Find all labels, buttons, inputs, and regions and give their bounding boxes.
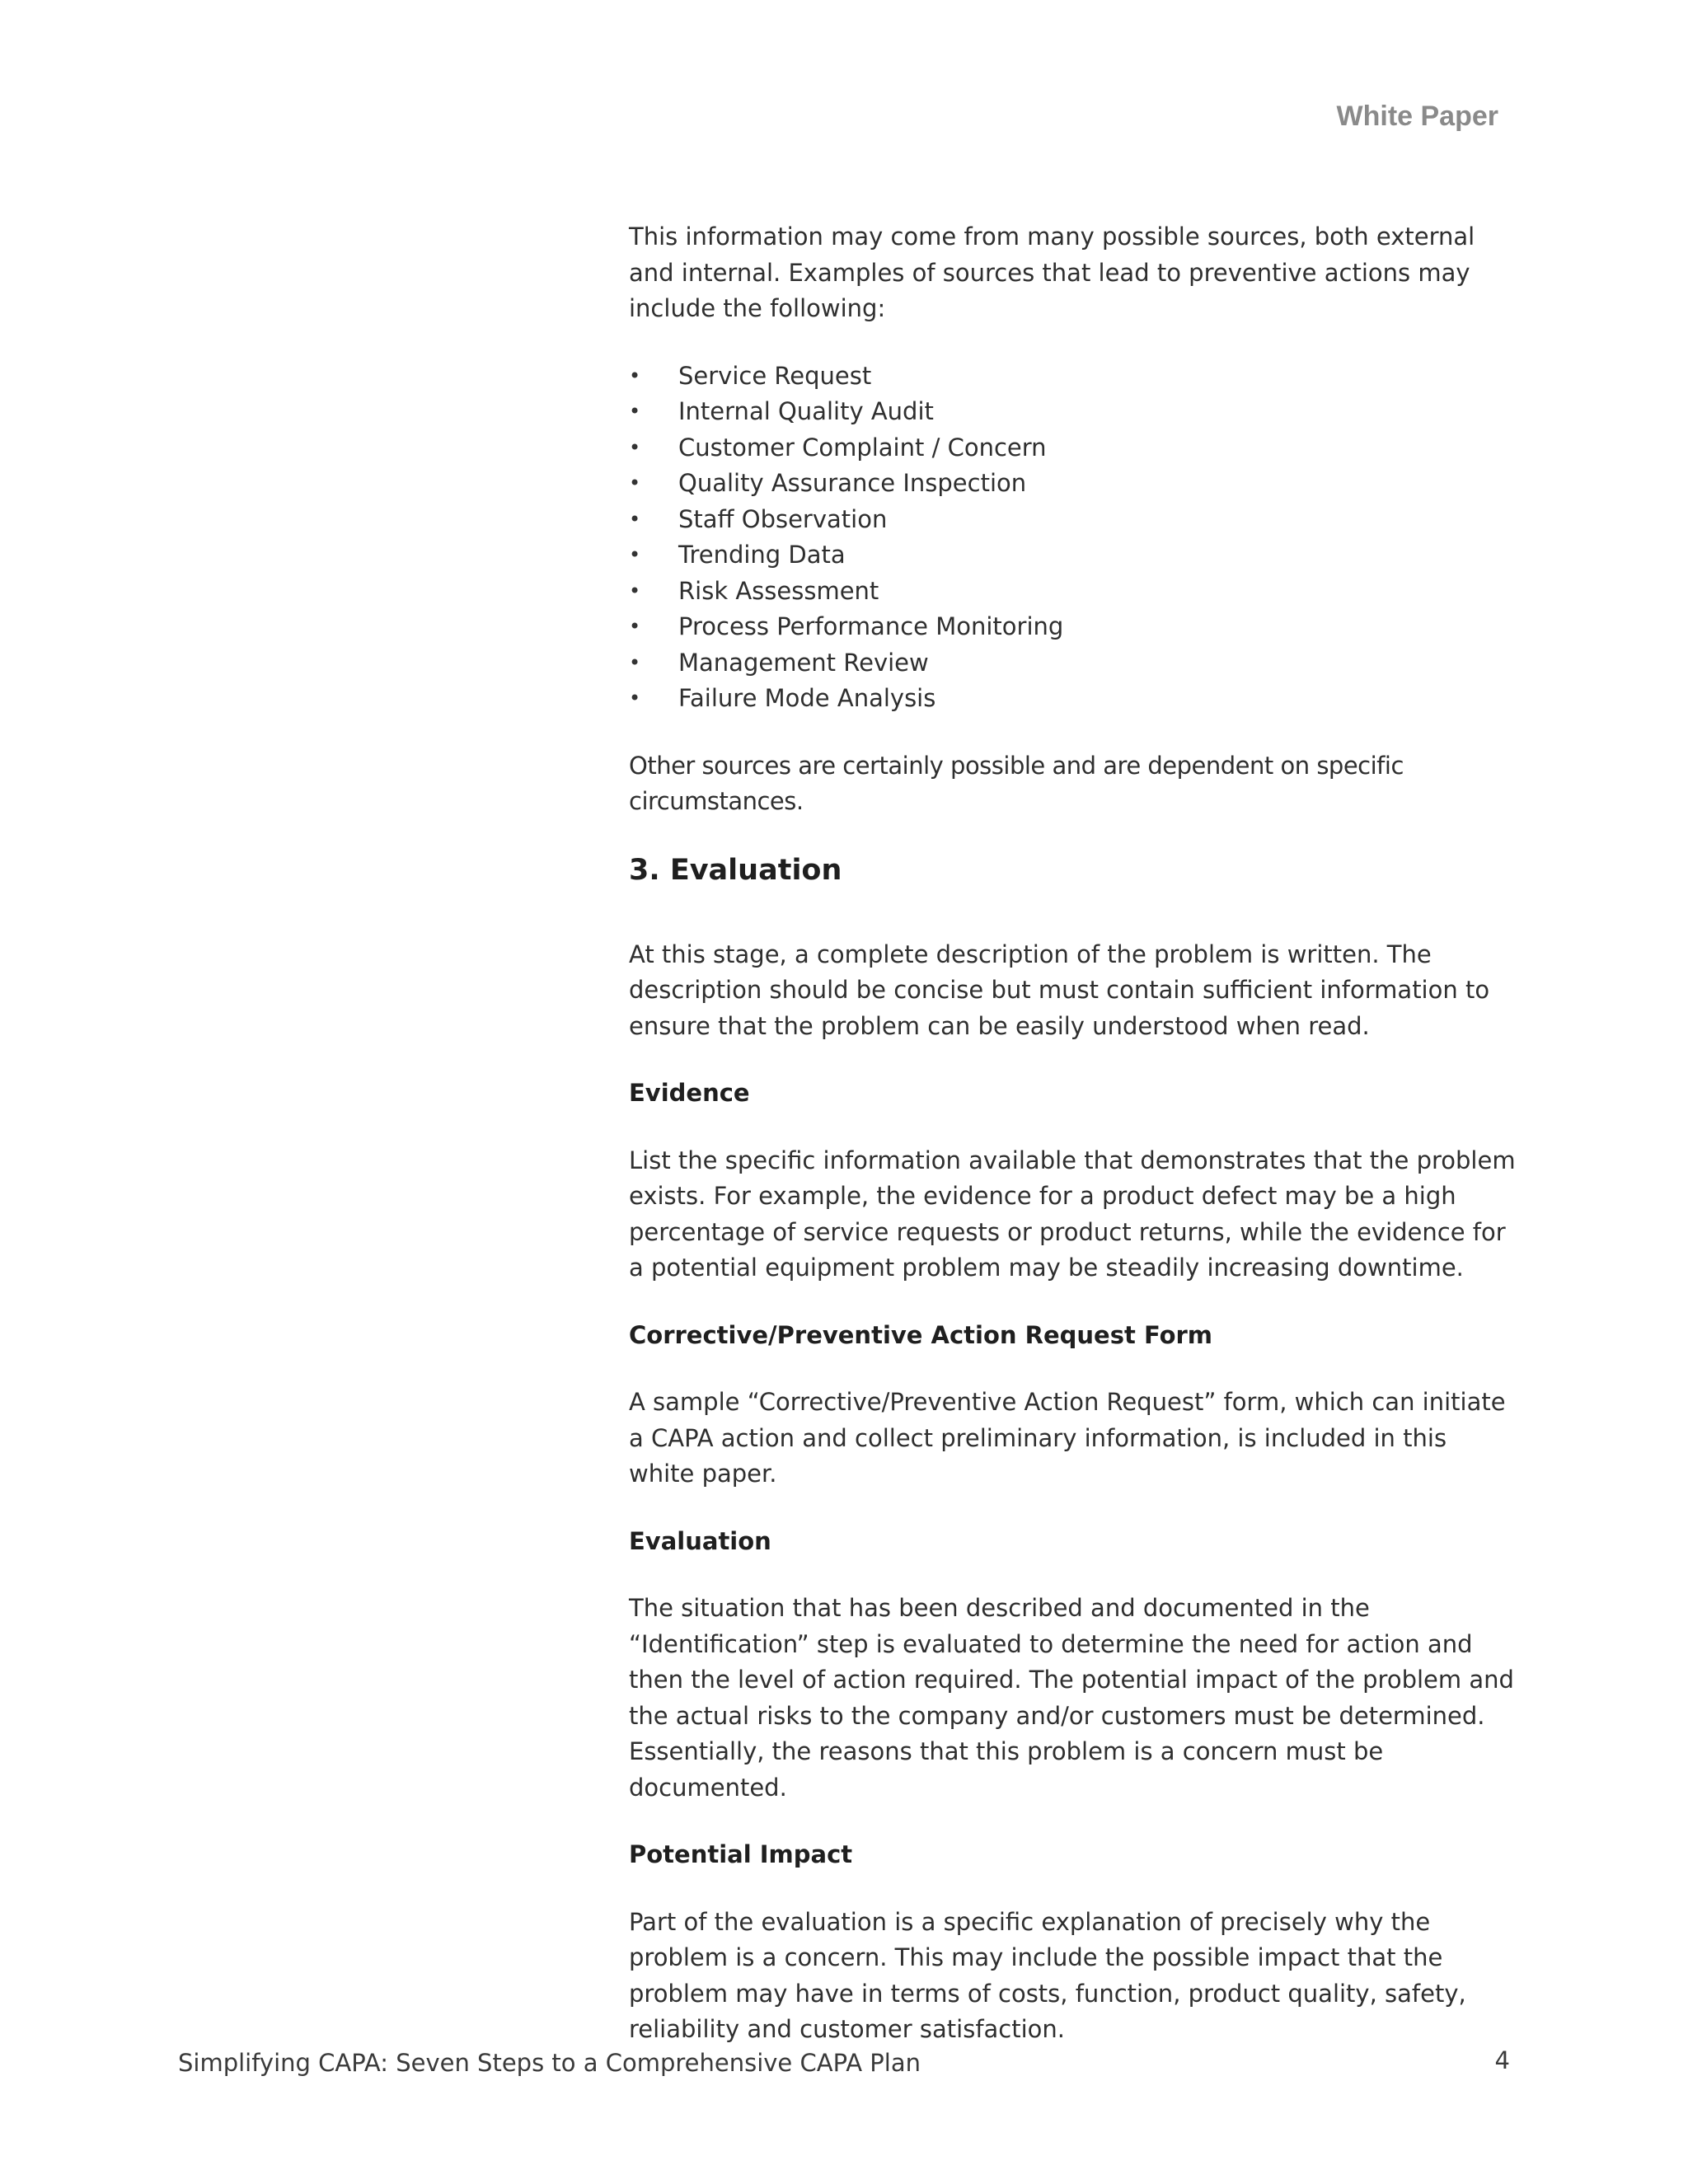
evaluation-paragraph: The situation that has been described and documented in the “Identification” step is evaluated to determine the need for action and then the level of action required. The potential impact of the problem and the actual risks to the company and/or customers must be determined. Essentially, the reasons that this problem is a concern must be documented. — [629, 1594, 1514, 1802]
document-type-label: White Paper — [1336, 101, 1498, 132]
bullet-icon: • — [629, 579, 641, 602]
request-form-paragraph: A sample “Corrective/Preventive Action Request” form, which can initiate a CAPA action and collect preliminary information, is included in this white paper. — [629, 1388, 1506, 1488]
spacer — [629, 1559, 1519, 1591]
bullet-icon: • — [629, 363, 641, 387]
list-item-label: Staff Observation — [678, 504, 888, 533]
spacer — [629, 1806, 1519, 1837]
list-item — [629, 394, 1519, 430]
potential-impact-paragraph: Part of the evaluation is a specific explanation of precisely why the problem is a concern. This may include the possible impact that the problem may have in terms of costs, function, product quality, safety, reliability and customer satisfaction. — [629, 1907, 1466, 2043]
subheading-request-form: Corrective/Preventive Action Request Form — [629, 1320, 1213, 1349]
list-item — [629, 502, 1519, 538]
list-item-label: Failure Mode Analysis — [678, 684, 936, 712]
intro-paragraph: This information may come from many possible sources, both external and internal. Examples of sources that lead to preventive actions may include the following: — [629, 223, 1475, 322]
evidence-paragraph: List the specific information available that demonstrates that the problem exists. For example, the evidence for a product defect may be a high percentage of service requests or product returns, while the evidence for a potential equipment problem may be steadily increasing downtime. — [629, 1146, 1516, 1282]
list-item — [629, 574, 1519, 610]
spacer — [629, 1112, 1519, 1143]
page-number: 4 — [1494, 2046, 1510, 2074]
section-heading-evaluation: 3. Evaluation — [629, 853, 842, 887]
spacer — [629, 1873, 1519, 1905]
list-item — [629, 430, 1519, 466]
list-item — [629, 609, 1519, 645]
spacer — [629, 1286, 1519, 1318]
bullet-icon: • — [629, 687, 641, 710]
bullet-icon: • — [629, 543, 641, 566]
spacer — [629, 889, 1519, 937]
list-item-label: Service Request — [678, 361, 872, 390]
bullet-icon: • — [629, 650, 641, 674]
list-item-label: Customer Complaint / Concern — [678, 433, 1047, 462]
section-intro-paragraph: At this stage, a complete description of the problem is written. The description should be concise but must contain sufficient information to ensure that the problem can be easily understood when read. — [629, 940, 1490, 1040]
list-item — [629, 681, 1519, 717]
page-body — [629, 219, 1519, 2048]
list-item — [629, 466, 1519, 502]
footer-document-title: Simplifying CAPA: Seven Steps to a Comprehensive CAPA Plan — [178, 2049, 921, 2077]
list-item — [629, 359, 1519, 395]
spacer — [629, 1044, 1519, 1076]
bullet-icon: • — [629, 435, 641, 459]
bullet-icon: • — [629, 507, 641, 531]
subheading-evidence: Evidence — [629, 1079, 750, 1107]
list-item-label: Internal Quality Audit — [678, 397, 934, 425]
list-item — [629, 645, 1519, 682]
bullet-icon: • — [629, 615, 641, 638]
spacer — [629, 1493, 1519, 1524]
sources-list — [629, 359, 1519, 717]
list-item-label: Trending Data — [678, 541, 846, 569]
bullet-icon: • — [629, 471, 641, 494]
list-item — [629, 537, 1519, 574]
other-sources-paragraph: Other sources are certainly possible and are dependent on specific circumstances. — [629, 751, 1404, 815]
list-item-label: Management Review — [678, 648, 929, 677]
subheading-potential-impact: Potential Impact — [629, 1840, 853, 1868]
spacer — [629, 1353, 1519, 1385]
list-item-label: Risk Assessment — [678, 576, 879, 605]
bullet-icon: • — [629, 400, 641, 423]
subheading-evaluation: Evaluation — [629, 1526, 771, 1555]
list-item-label: Process Performance Monitoring — [678, 612, 1064, 640]
list-item-label: Quality Assurance Inspection — [678, 469, 1027, 497]
